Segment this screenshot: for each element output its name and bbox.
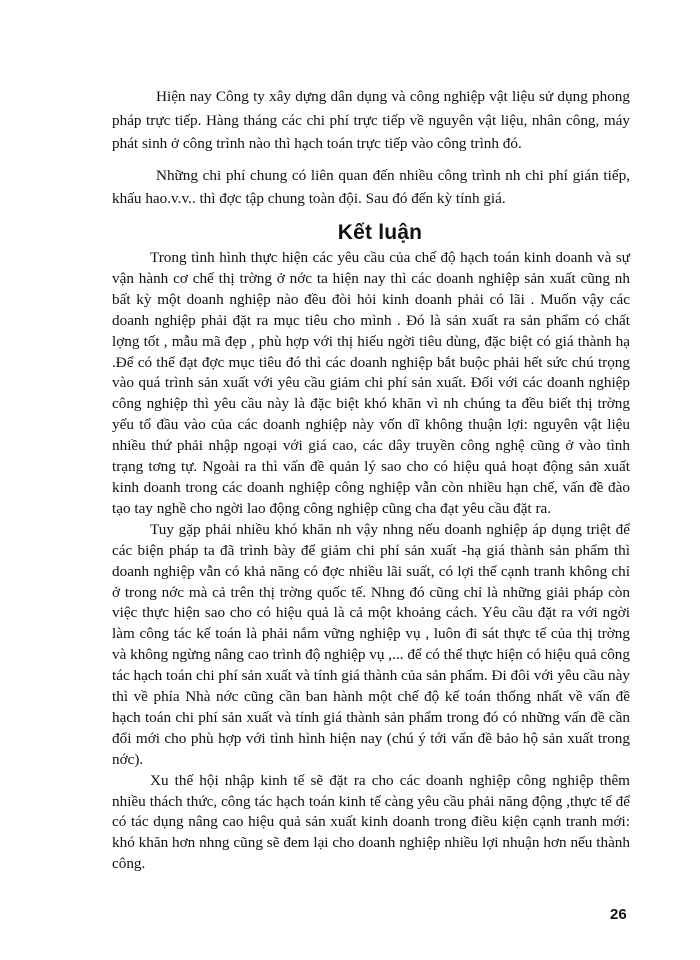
intro-paragraph-1: Hiện nay Công ty xây dựng dân dụng và công nghiệp vật liệu sử dụng phong pháp trực tiếp. Hàng tháng các chi phí trực tiếp về nguyên vật liệu, nhân công, máy phát sinh ở công trình nào thì hạch toán trực tiếp vào công trình đó.	[112, 88, 630, 152]
conclusion-paragraph-2: Tuy gặp phải nhiều khó khăn nh vậy nhng nếu doanh nghiệp áp dụng triệt để các biện pháp ta đã trình bày để giảm chi phí sản xuất -hạ giá thành sản phẩm thì doanh nghiệp vẫn có khả năng có đợc nhiều lãi suất, có lợi thế cạnh tranh không chỉ ở trong nớc mà cả trên thị trờng quốc tế. Nhng đó cũng chỉ là những giải pháp còn việc thực hiện sao cho có hiệu quả là cả một khoảng cách. Yêu cầu đặt ra với ngời làm công tác kế toán là phải nắm vững nghiệp vụ , luôn đi sát thực tế của thị trờng và không ngừng nâng cao trình độ nghiệp vụ ,... để có thể thực hiện có hiệu quả công tác hạch toán chi phí sản xuất và tính giá thành của sản phẩm. Đi đôi với yêu cầu này thì về phía Nhà nớc cũng cần ban hành một chế độ kế toán thống nhất về vấn đề hạch toán chi phí sản xuất và tính giá thành sản phẩm trong đó có những vấn đề cần đổi mới cho phù hợp với tình hình hiện nay (chú ý tới vấn đề bảo hộ sản xuất trong nớc).	[112, 520, 630, 768]
section-heading-conclusion: Kết luận	[337, 221, 423, 244]
intro-section	[112, 85, 630, 211]
intro-paragraph-2: Những chi phí chung có liên quan đến nhiều công trình nh chi phí gián tiếp, khấu hao.v.v.. thì đợc tập chung toàn đội. Sau đó đến kỳ tính giá.	[112, 166, 630, 207]
page-number: 26	[610, 906, 627, 923]
conclusion-paragraph-3: Xu thế hội nhập kinh tế sẽ đặt ra cho các doanh nghiệp công nghiệp thêm nhiều thách thức, công tác hạch toán kinh tế càng yêu cầu phải năng động ,thực tế để có tác dụng nâng cao hiệu quả sản xuất kinh doanh trong điều kiện cạnh tranh mới: khó khăn hơn nhng cũng sẽ đem lại cho doanh nghiệp nhiều lợi nhuận hơn nếu thành công.	[112, 771, 630, 873]
conclusion-paragraph-1: Trong tình hình thực hiện các yêu cầu của chế độ hạch toán kinh doanh và sự vận hành cơ chế thị trờng ở nớc ta hiện nay thì các doanh nghiệp sản xuất cũng nh bất kỳ một doanh nghiệp nào đều đòi hỏi kinh doanh phải có lãi . Muốn vậy các doanh nghiệp phải đặt ra mục tiêu cho mình . Đó là sản xuất ra sản phẩm có chất lợng tốt , mẫu mã đẹp , phù hợp với thị hiếu ngời tiêu dùng, đặc biệt có giá thành hạ .Để có thể đạt đợc mục tiêu đó thì các doanh nghiệp bắt buộc phải hết sức chú trọng vào quá trình sản xuất với yêu cầu giảm chi phí sản xuất. Đối với các doanh nghiệp công nghiệp thì yêu cầu này là đặc biệt khó khăn vì nh chúng ta đều biết thị trờng yếu tố đầu vào của các doanh nghiệp này vốn dĩ không thuận lợi: nguyên vật liệu nhiều thứ phải nhập ngoại với giá cao, các dây truyền công nghệ cũng ở vào tình trạng tơng tự. Ngoài ra thì vấn đề quản lý sao cho có hiệu quả hoạt động sản xuất kinh doanh trong các doanh nghiệp công nghiệp vẫn còn nhiều hạn chế, vấn đề đào tạo tay nghề cho ngời lao động công nghiệp cũng cha đạt yêu cầu đặt ra.	[112, 249, 630, 517]
conclusion-section	[112, 248, 630, 875]
